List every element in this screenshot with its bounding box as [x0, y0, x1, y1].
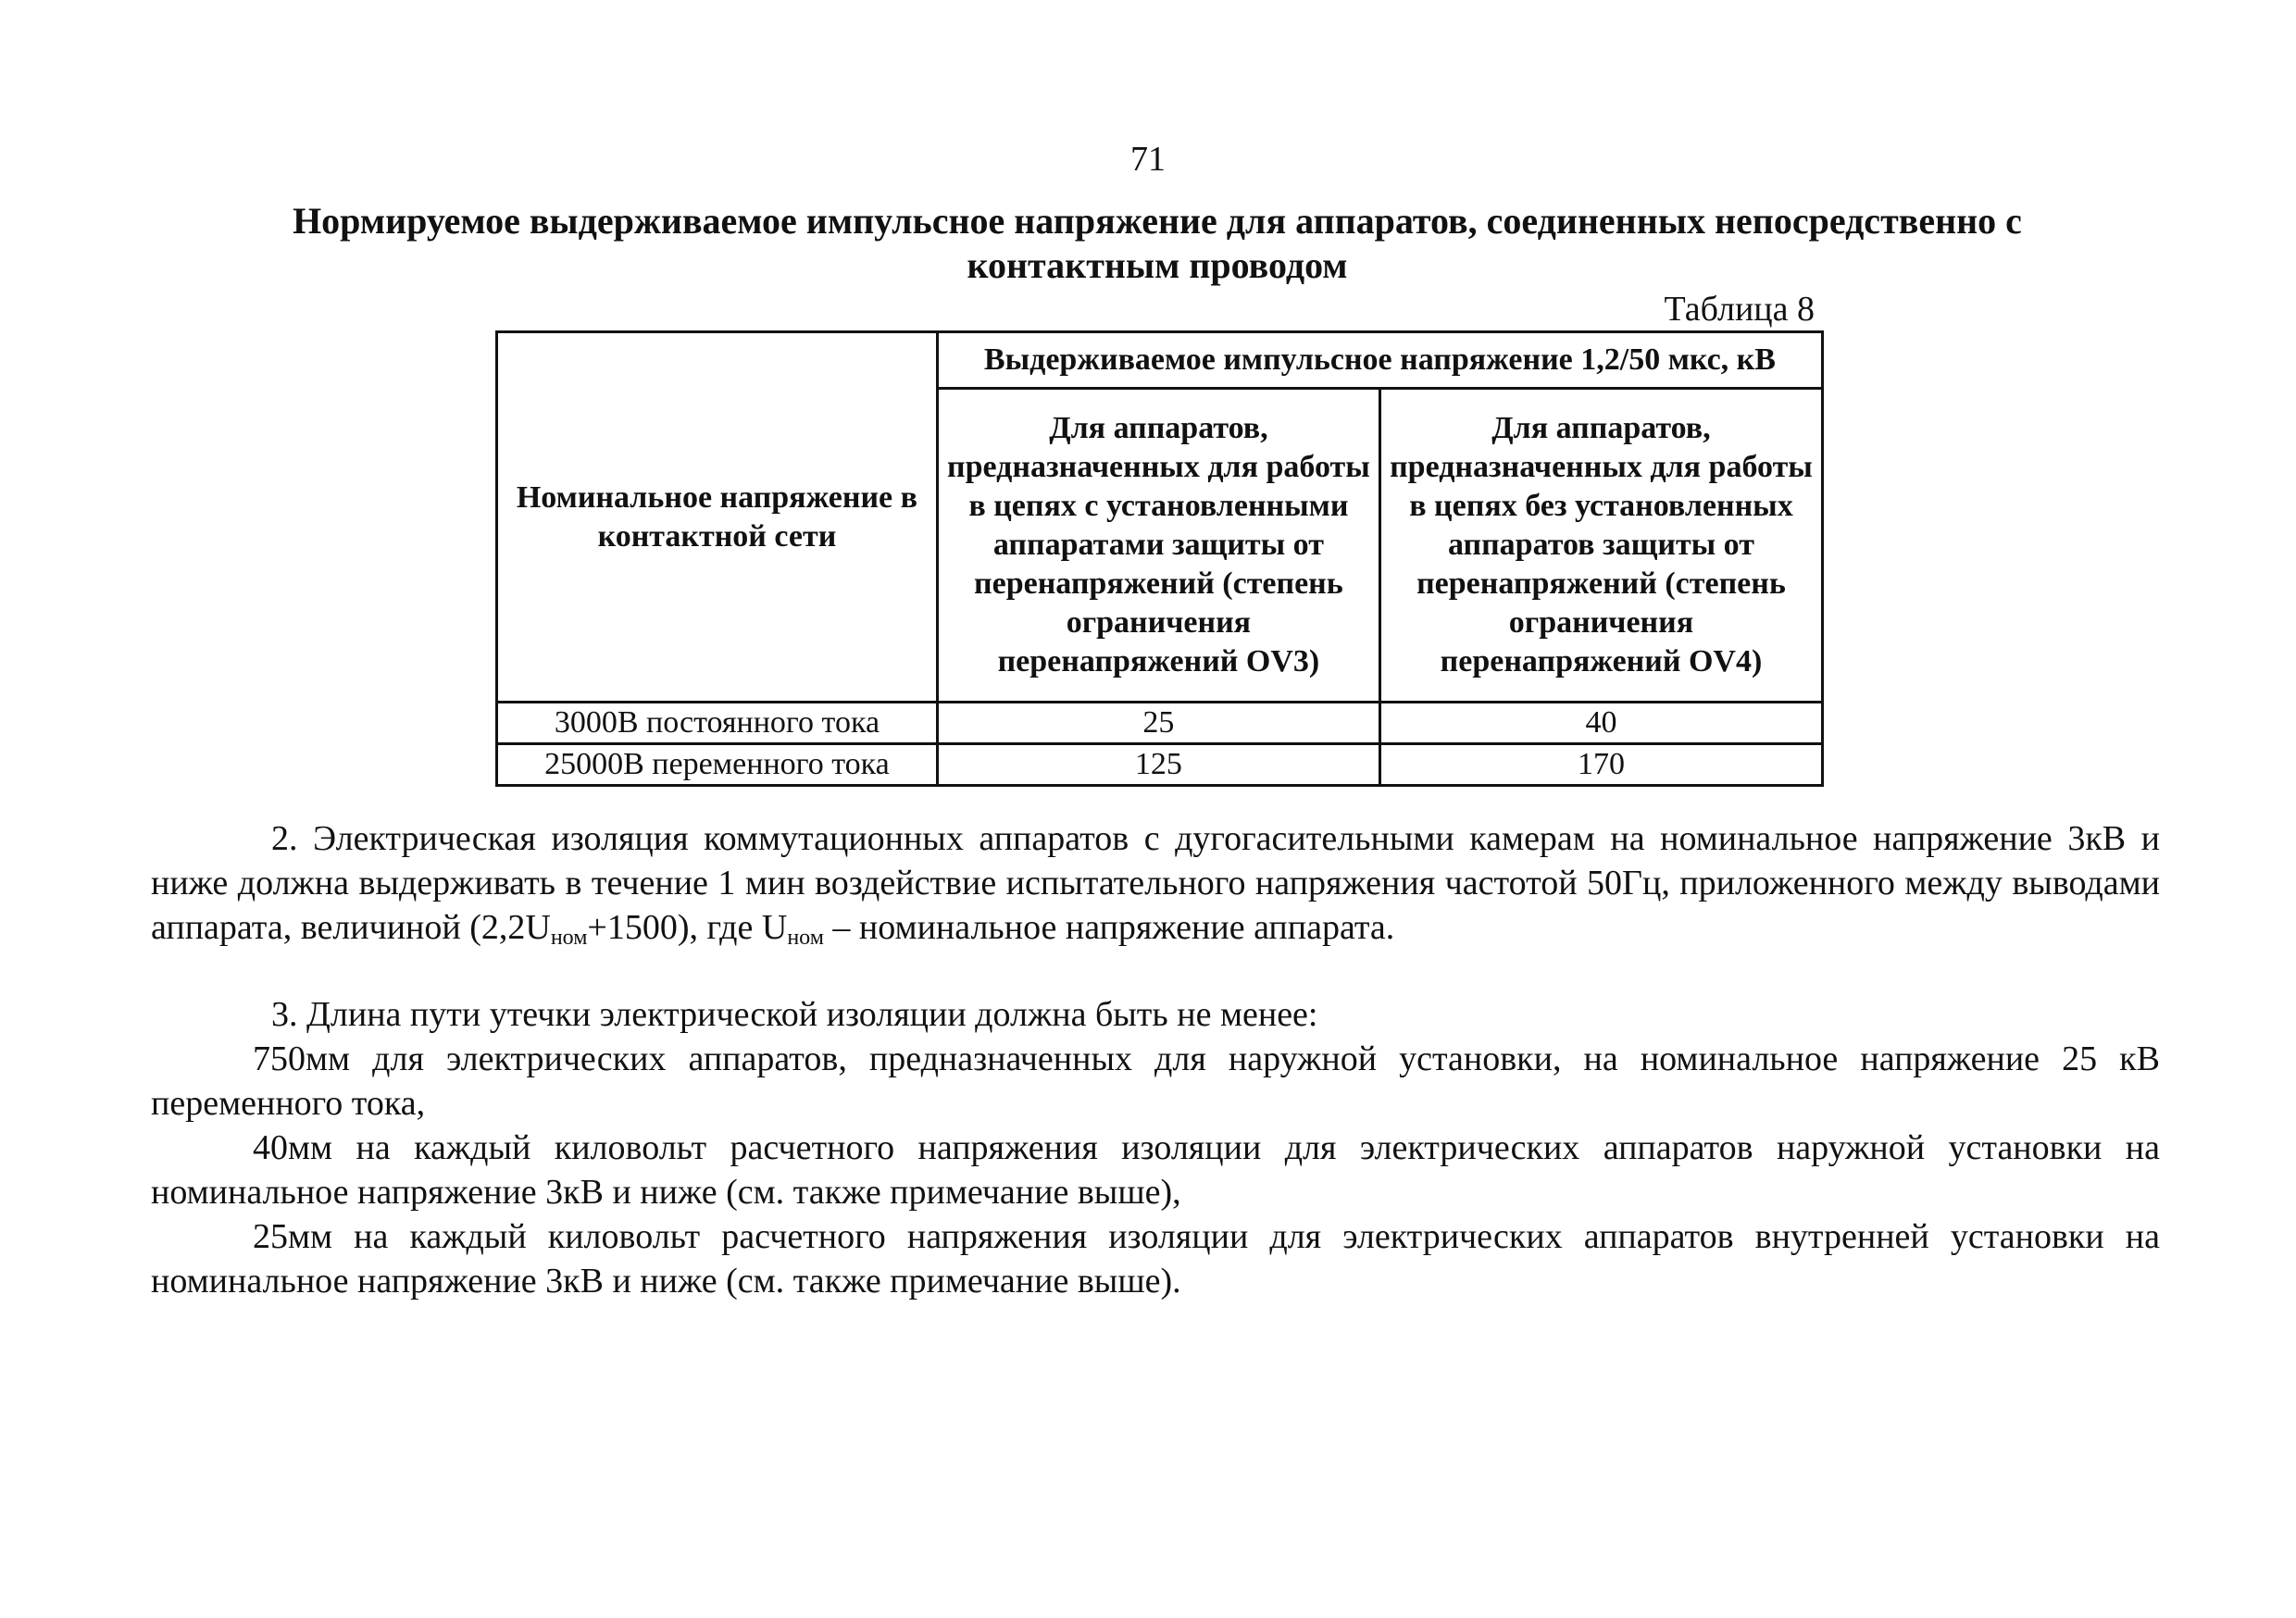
header-impulse-voltage: Выдерживаемое импульсное напряжение 1,2/50 мкс, кВ — [937, 332, 1822, 389]
paragraph-2-text-c: – номинальное напряжение аппарата. — [823, 908, 1395, 947]
table-title: Нормируемое выдерживаемое импульсное напряжение для аппаратов, соединенных непосредственно с контактным проводом — [293, 200, 2022, 286]
subscript-nom: ном — [787, 926, 824, 950]
table-row — [497, 703, 1823, 744]
paragraph-3-intro — [151, 992, 2160, 1037]
list-item-text: 25мм на каждый киловольт расчетного напряжения изоляции для электрических аппаратов внутренней установки на номинальное напряжение 3кВ и ниже (см. также примечание выше). — [151, 1217, 2160, 1301]
list-item — [151, 1126, 2160, 1214]
list-item-text: 40мм на каждый киловольт расчетного напряжения изоляции для электрических аппаратов наружной установки на номинальное напряжение 3кВ и ниже (см. также примечание выше), — [151, 1128, 2160, 1212]
cell-ov3: 125 — [937, 744, 1379, 786]
impulse-voltage-table — [495, 330, 1824, 787]
header-ov4: Для аппаратов, предназначенных для работы в цепях без установленных аппаратов защиты от перенапряжений (степень ограничения перенапряжений OV4) — [1379, 389, 1822, 703]
list-item — [151, 1214, 2160, 1303]
cell-ov4: 40 — [1379, 703, 1822, 744]
table-header-row — [497, 332, 1823, 389]
paragraph-3 — [151, 992, 2160, 1303]
list-item-text: 750мм для электрических аппаратов, предназначенных для наружной установки, на номинальное напряжение 25 кВ переменного тока, — [151, 1039, 2160, 1123]
paragraph-3-intro-text: 3. Длина пути утечки электрической изоляции должна быть не менее: — [271, 995, 1318, 1034]
paragraph-2-text-b: +1500), где U — [587, 908, 788, 947]
cell-voltage: 25000В переменного тока — [497, 744, 938, 786]
cell-ov3: 25 — [937, 703, 1379, 744]
list-item — [151, 1037, 2160, 1126]
cell-ov4: 170 — [1379, 744, 1822, 786]
table-row — [497, 744, 1823, 786]
subscript-nom: ном — [550, 926, 588, 950]
paragraph-2 — [151, 816, 2160, 960]
table-label: Таблица 8 — [1664, 290, 1815, 329]
cell-voltage: 3000В постоянного тока — [497, 703, 938, 744]
page-number: 71 — [1130, 140, 1166, 179]
paragraph-2-text-a: 2. Электрическая изоляция коммутационных аппаратов с дугогасительными камерам на номинальное напряжение 3кВ и ниже должна выдерживать в течение 1 мин воздействие испытательного напряжения частотой 50Гц, приложенного между выводами аппарата, величиной (2,2U — [151, 819, 2160, 947]
header-nominal-voltage: Номинальное напряжение в контактной сети — [497, 332, 938, 703]
header-ov3: Для аппаратов, предназначенных для работы в цепях с установленными аппаратами защиты от перенапряжений (степень ограничения перенапряжений OV3) — [937, 389, 1379, 703]
